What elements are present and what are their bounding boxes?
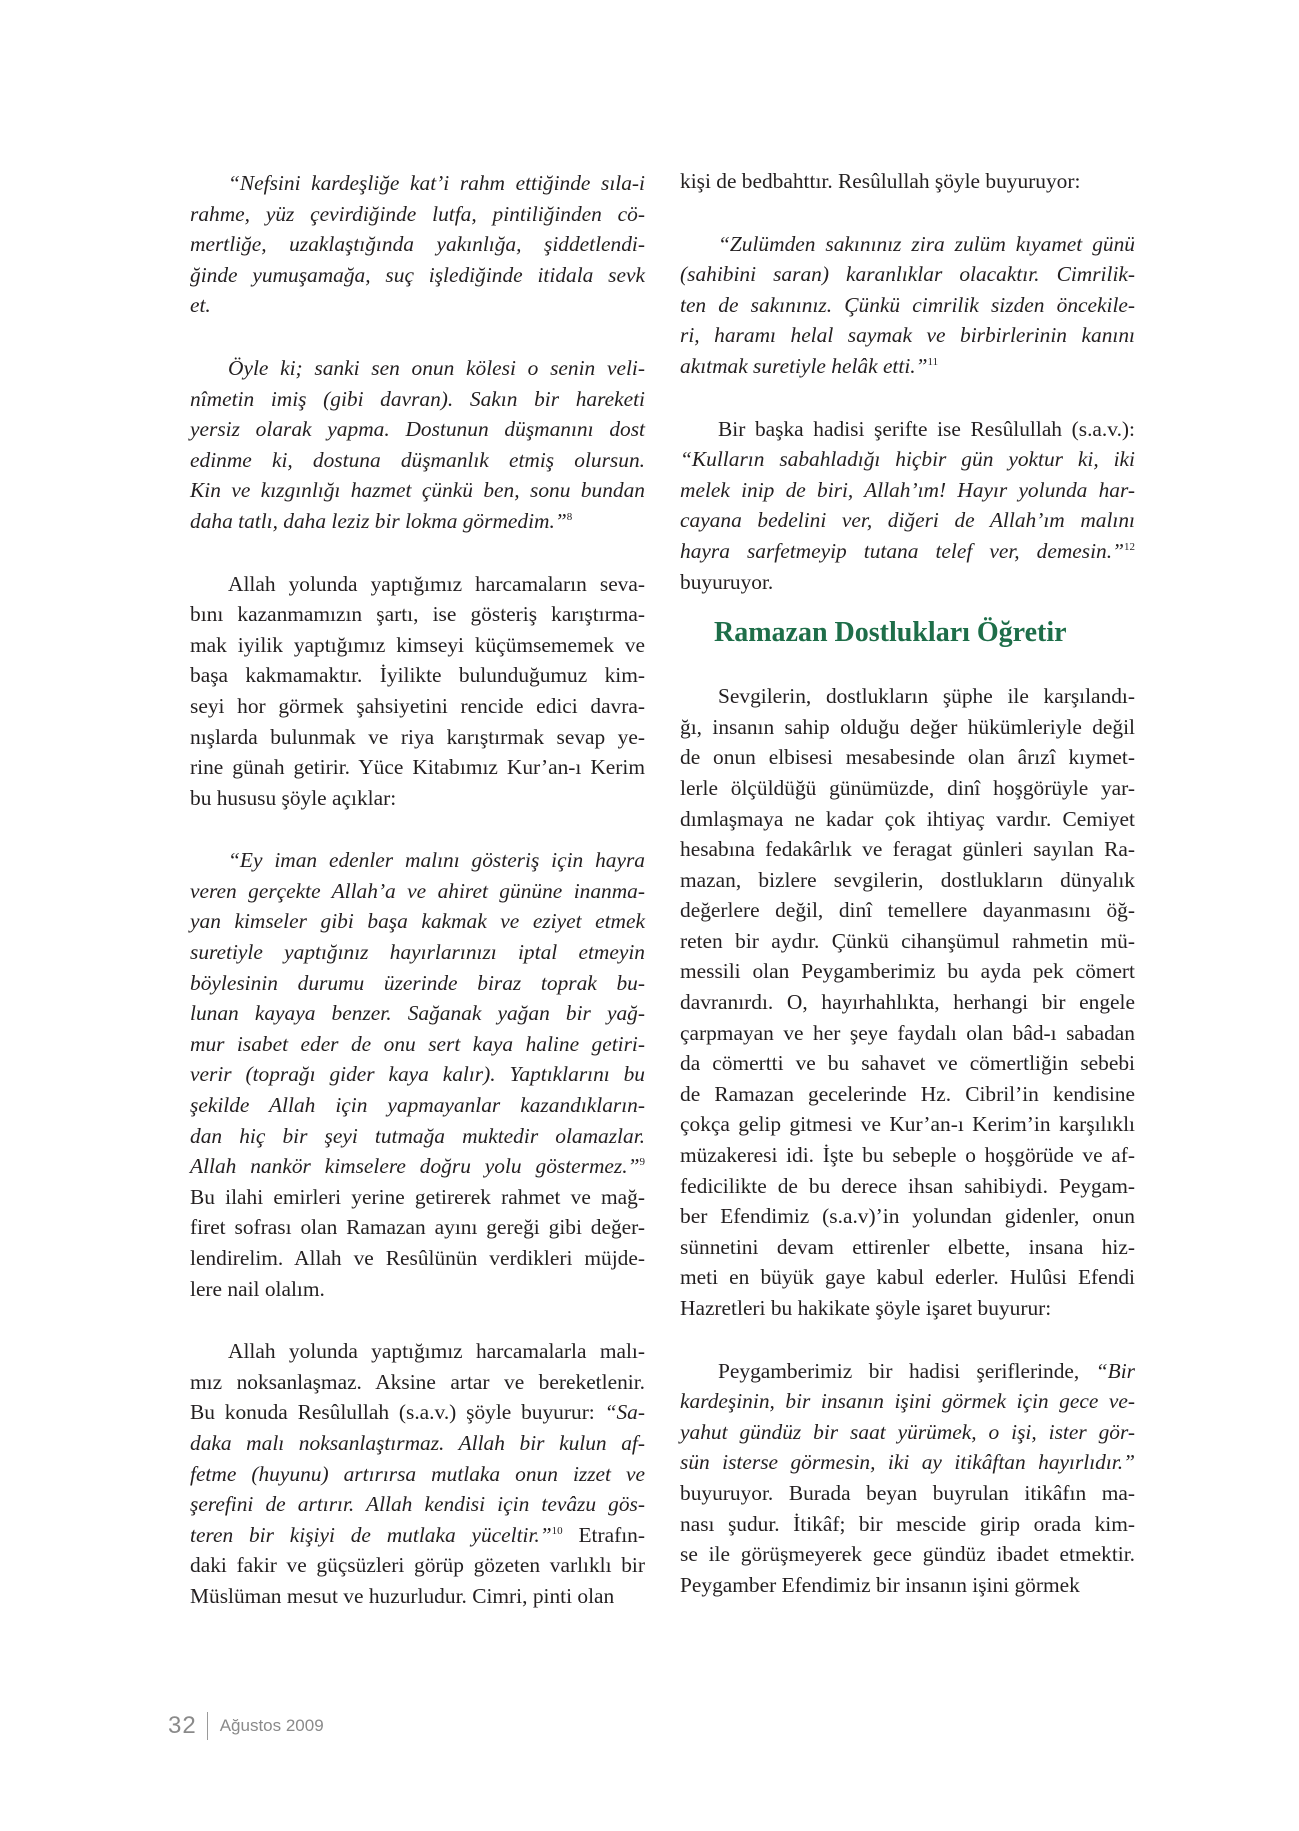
text-line: “Kulların sabahladığı hiçbir gün yoktur ki, iki [680,447,1135,472]
text-line: daka malı noksanlaştırmaz. Allah bir kulun af- [190,1430,645,1455]
footnote-marker: 12 [1124,540,1135,553]
text-line: davranırdı. O, hayırhahlıkta, herhangi bir engele [680,990,1135,1015]
paragraph [680,229,1135,382]
text-line: veren gerçekte Allah’a ve ahiret gününe inanma- [190,878,645,903]
right-column-bottom [680,681,1135,1600]
text-line: böylesinin durumu üzerinde biraz toprak bu- [190,970,645,995]
text-line: dan hiç bir şeyi tutmağa muktedir olamazlar. [190,1123,645,1148]
text-line: Müslüman mesut ve huzurludur. Cimri, pinti olan [190,1583,615,1608]
paragraph-gap [680,1324,1135,1356]
text-line: kişi de bedbahttır. Resûlullah şöyle buyuruyor: [680,169,1081,193]
text-line: bu hususu şöyle açıklar: [190,785,397,810]
text-line: şerefini de artırır. Allah kendisi için tevâzu gös- [190,1492,645,1517]
text-line: de Ramazan gecelerinde Hz. Cibril’in kendisine [680,1081,1135,1106]
text-line: teren bir kişiyi de mutlaka yüceltir.”$^{10}$ Etrafın- [190,1522,646,1547]
text-line: kardeşinin, bir insanın işini görmek için gece ve- [680,1389,1135,1414]
text-line: sünnetini devam ettirenler elbette, insana hiz- [680,1234,1135,1259]
text-line: edinme ki, dostuna düşmanlık etmiş olursun. [190,447,645,472]
issue-date: Ağustos 2009 [219,1716,324,1735]
text-line: lunan kayaya benzer. Sağanak yağan bir yağ- [190,1001,645,1026]
text-line: şekilde Allah için yapmayanlar kazandıkların- [190,1093,645,1118]
paragraph-gap [190,321,645,353]
text-line: akıtmak suretiyle helâk etti.”$^{11}$ [680,353,939,378]
paragraph-gap [190,1304,645,1336]
text-line: ğinde yumuşamağa, suç işlediğinde itidala sevk [190,262,645,287]
footnote-marker: 11 [927,355,939,368]
text-line: nışlarda bulunmak ve riya karıştırmak sevap ye- [190,724,645,749]
text-line: lere nail olalım. [190,1276,325,1301]
page-number: 32 [168,1712,197,1739]
text-line: daha tatlı, daha leziz bir lokma görmedim.”$^8$ [190,508,573,533]
footnote-marker: 10 [551,1524,563,1537]
text-line: müzakeresi idi. İşte bu sebeple o hoşgörüde ve af- [680,1143,1135,1168]
footnote-marker: 8 [566,510,573,523]
text-line: suretiyle yaptığınız hayırlarınızı iptal etmeyin [190,940,645,965]
text-line: hayra sarfetmeyip tutana telef ver, demesin.”$^{12}$ [680,538,1135,563]
text-line: Bu konuda Resûlullah (s.a.v.) şöyle buyurur: “Sa- [190,1400,645,1425]
right-column-top [680,166,1135,597]
text-line: yahut gündüz bir saat yürümek, o işi, ister gör- [680,1419,1135,1444]
text-line: mur isabet eder de onu sert kaya haline getiri- [190,1031,645,1056]
text-line: fetme (huyunu) artırırsa mutlaka onun izzet ve [190,1461,645,1486]
text-line: ten de sakınınız. Çünkü cimrilik sizden öncekile- [680,292,1135,317]
text-line: Peygamberimiz bir hadisi şeriflerinde, “Bir [718,1358,1135,1383]
footer-divider [207,1712,208,1740]
text-line: mertliğe, uzaklaştığında yakınlığa, şiddetlendi- [190,232,645,257]
text-line: messili olan Peygamberimiz bu ayda pek cömert [680,959,1135,984]
paragraph [680,166,1135,197]
paragraph-gap [190,537,645,569]
text-line: buyuruyor. Burada beyan buyrulan itikâfın ma- [680,1480,1135,1505]
page-footer [168,1712,324,1740]
text-line: Bir başka hadisi şerifte ise Resûlullah (s.a.v.): [718,416,1135,441]
text-line: Allah nankör kimselere doğru yolu göstermez.”$^9$ [190,1154,645,1179]
text-line: yersiz olarak yapma. Dostunun düşmanını dost [190,417,645,442]
text-line: melek inip de biri, Allah’ım! Hayır yolunda har- [680,477,1135,502]
paragraph-gap [680,197,1135,229]
text-line: Sevgilerin, dostlukların şüphe ile karşılandı- [718,684,1135,709]
section-heading: Ramazan Dostlukları Öğretir [714,617,1067,649]
text-line: verir (toprağı gider kaya kalır). Yaptıklarını bu [190,1062,645,1087]
text-line: cayana bedelini ver, diğeri de Allah’ım malını [680,508,1135,533]
paragraph [190,1336,645,1611]
text-line: se ile görüşmeyerek gece gündüz ibadet etmektir. [680,1542,1135,1567]
text-line: “Nefsini kardeşliğe kat’i rahm ettiğinde sıla-i [228,171,645,195]
text-line: bını kazanmamızın şartı, ise gösteriş karıştırma- [190,602,645,627]
text-line: (sahibini saran) karanlıklar olacaktır. Cimrilik- [680,262,1135,287]
text-line: başa kakmamaktır. İyilikte bulunduğumuz kim- [190,663,645,688]
text-line: reten bir aydır. Çünkü cihanşümul rahmetin mü- [680,928,1135,953]
text-line: fedicilikte de bu derece ihsan sahibiydi. Peygam- [680,1173,1135,1198]
text-line: et. [190,293,211,318]
paragraph [680,681,1135,1323]
text-line: Hazretleri bu hakikate şöyle işaret buyurur: [680,1296,1052,1320]
text-line: Bu ilahi emirleri yerine getirerek rahmet ve mağ- [190,1184,645,1209]
text-line: mız noksanlaşmaz. Aksine artar ve bereketlenir. [190,1369,645,1394]
text-line: yan kimseler gibi başa kakmak ve eziyet etmek [190,909,645,934]
text-line: daki fakir ve güçsüzleri görüp gözeten varlıklı bir [190,1553,645,1578]
text-line: Allah yolunda yaptığımız harcamalarla malı- [228,1339,645,1364]
text-line: rine günah getirir. Yüce Kitabımız Kur’an-ı Kerim [190,755,645,780]
text-line: lendirelim. Allah ve Resûlünün verdikleri müjde- [190,1246,645,1270]
text-line: firet sofrası olan Ramazan ayını gereği gibi değer- [190,1215,645,1240]
text-line: ğı, insanın sahip olduğu değer hükümleriyle değil [680,714,1135,739]
text-line: hesabına fedakârlık ve feragat günleri sayılan Ra- [680,837,1135,862]
right-column [680,166,1135,1600]
text-line: Peygamber Efendimiz bir insanın işini görmek [680,1572,1080,1597]
paragraph [190,168,645,321]
text-line: rahme, yüz çevirdiğinde lutfa, pintiliğinden cö- [190,201,645,226]
text-line: “Ey iman edenler malını gösteriş için hayra [228,848,645,873]
text-line: ber Efendimiz (s.a.v)’in yolundan gidenler, onun [680,1204,1135,1229]
paragraph [190,845,645,1304]
text-line: dımlaşmaya ne kadar çok ihtiyaç vardır. Cemiyet [680,806,1135,831]
paragraph-gap [680,382,1135,414]
text-line: Kin ve kızgınlığı hazmet çünkü ben, sonu bundan [190,478,645,503]
paragraph [680,1356,1135,1601]
text-line: nası şudur. İtikâf; bir mescide girip orada kim- [680,1511,1135,1536]
text-line: da cömertti ve bu sahavet ve cömertliğin sebebi [680,1051,1135,1076]
paragraph [190,353,645,537]
text-line: sün isterse görmesin, iki ay itikâftan hayırlıdır.” [680,1450,1135,1475]
footnote-marker: 9 [639,1156,645,1169]
text-line: çokça gelip gitmesi ve Kur’an-ı Kerim’in karşılıklı [680,1112,1135,1137]
text-line: ri, haramı helal saymak ve birbirlerinin kanını [680,323,1135,348]
text-line: değerlere değil, dinî temellere dayanmasını öğ- [680,898,1135,923]
text-line: mak iyilik yaptığımız kimseyi küçümsememek ve [190,632,645,657]
text-line: nîmetin imiş (gibi davran). Sakın bir hareketi [190,386,645,411]
paragraph [190,569,645,814]
text-line: Öyle ki; sanki sen onun kölesi o senin veli- [228,355,645,380]
paragraph-gap [190,813,645,845]
text-line: Allah yolunda yaptığımız harcamaların seva- [228,571,645,596]
text-line: seyi hor görmek şahsiyetini rencide edici davra- [190,693,645,718]
paragraph [680,414,1135,598]
text-line: meti en büyük gaye kabul ederler. Hulûsi Efendi [680,1265,1135,1290]
left-column [190,168,645,1612]
text-line: buyuruyor. [680,569,774,594]
text-line: lerle ölçüldüğü günümüzde, dinî hoşgörüyle yar- [680,775,1135,800]
text-line: “Zulümden sakınınız zira zulüm kıyamet günü [718,231,1135,256]
text-line: çarpmayan ve her şeye faydalı olan bâd-ı sabadan [680,1020,1135,1045]
text-line: mazan, bizlere sevgilerin, dostlukların dünyalık [680,867,1135,892]
text-line: de onun elbisesi mesabesinde olan ârızî kıymet- [680,745,1135,770]
